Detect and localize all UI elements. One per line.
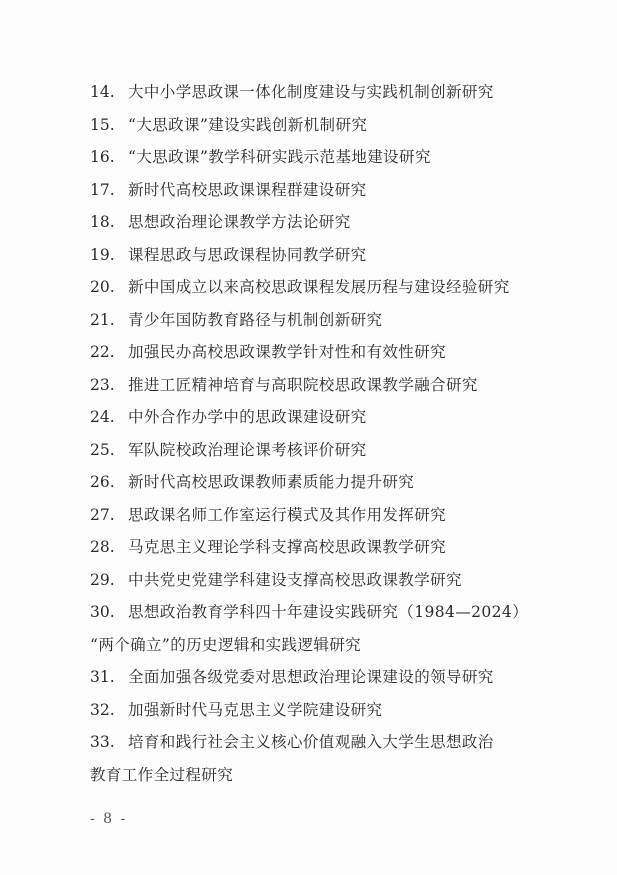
page-number: - 8 -	[90, 811, 128, 827]
item-number: 27.	[90, 505, 115, 524]
item-text: 全面加强各级党委对思想政治理论课建设的领导研究	[128, 668, 494, 686]
item-number: 31.	[90, 668, 115, 686]
item-number: 24.	[90, 408, 115, 426]
list-item	[90, 694, 530, 727]
research-topic-list	[90, 76, 530, 791]
item-text: 大中小学思政课一体化制度建设与实践机制创新研究	[128, 83, 494, 101]
list-item	[90, 434, 530, 467]
item-text: 加强民办高校思政课教学针对性和有效性研究	[128, 343, 447, 361]
item-text: 思政课名师工作室运行模式及其作用发挥研究	[128, 505, 447, 524]
item-text: 思想政治理论课教学方法论研究	[128, 213, 351, 231]
list-item	[90, 76, 530, 109]
item-number: 28.	[90, 538, 115, 556]
item-number: 21.	[90, 310, 115, 329]
list-item-multiline	[90, 596, 530, 661]
item-text: 中共党史党建学科建设支撑高校思政课教学研究	[128, 570, 462, 589]
item-continuation-line: “两个确立”的历史逻辑和实践逻辑研究	[90, 635, 362, 654]
item-number: 26.	[90, 473, 115, 491]
item-number: 18.	[90, 213, 115, 231]
list-item	[90, 109, 530, 142]
item-text: 培育和践行社会主义核心价值观融入大学生思想政治	[128, 733, 494, 751]
item-text: 思想政治教育学科四十年建设实践研究（1984—2024）	[128, 603, 529, 621]
list-item	[90, 499, 530, 532]
list-item	[90, 369, 530, 402]
item-text: 新时代高校思政课教师素质能力提升研究	[128, 473, 415, 491]
item-number: 25.	[90, 440, 115, 459]
item-number: 16.	[90, 148, 115, 166]
item-text: 新时代高校思政课课程群建设研究	[128, 180, 367, 199]
list-item	[90, 661, 530, 694]
item-text: 军队院校政治理论课考核评价研究	[128, 440, 367, 459]
item-continuation-line: 教育工作全过程研究	[90, 765, 234, 784]
item-number: 14.	[90, 83, 115, 101]
item-number: 15.	[90, 115, 115, 134]
list-item	[90, 141, 530, 174]
item-number: 29.	[90, 570, 115, 589]
item-number: 32.	[90, 700, 115, 719]
list-item-multiline	[90, 726, 530, 791]
item-number: 30.	[90, 603, 115, 621]
item-text: “大思政课”建设实践创新机制研究	[128, 115, 368, 134]
list-item	[90, 239, 530, 272]
item-number: 22.	[90, 343, 115, 361]
list-item	[90, 564, 530, 597]
list-item	[90, 466, 530, 499]
item-text: 新中国成立以来高校思政课程发展历程与建设经验研究	[128, 278, 510, 296]
item-number: 33.	[90, 733, 115, 751]
list-item	[90, 206, 530, 239]
item-number: 20.	[90, 278, 115, 296]
list-item	[90, 271, 530, 304]
list-item	[90, 174, 530, 207]
item-text: 课程思政与思政课程协同教学研究	[128, 245, 367, 264]
item-text: 加强新时代马克思主义学院建设研究	[128, 700, 383, 719]
item-text: 推进工匠精神培育与高职院校思政课教学融合研究	[128, 375, 478, 394]
item-first-line	[90, 726, 530, 759]
item-text: 中外合作办学中的思政课建设研究	[128, 408, 367, 426]
item-number: 19.	[90, 245, 115, 264]
item-first-line	[90, 596, 530, 629]
list-item	[90, 304, 530, 337]
item-number: 23.	[90, 375, 115, 394]
item-text: “大思政课”教学科研实践示范基地建设研究	[128, 148, 431, 166]
list-item	[90, 336, 530, 369]
item-text: 马克思主义理论学科支撑高校思政课教学研究	[128, 538, 447, 556]
list-item	[90, 531, 530, 564]
list-item	[90, 401, 530, 434]
item-text: 青少年国防教育路径与机制创新研究	[128, 310, 383, 329]
item-number: 17.	[90, 180, 115, 199]
